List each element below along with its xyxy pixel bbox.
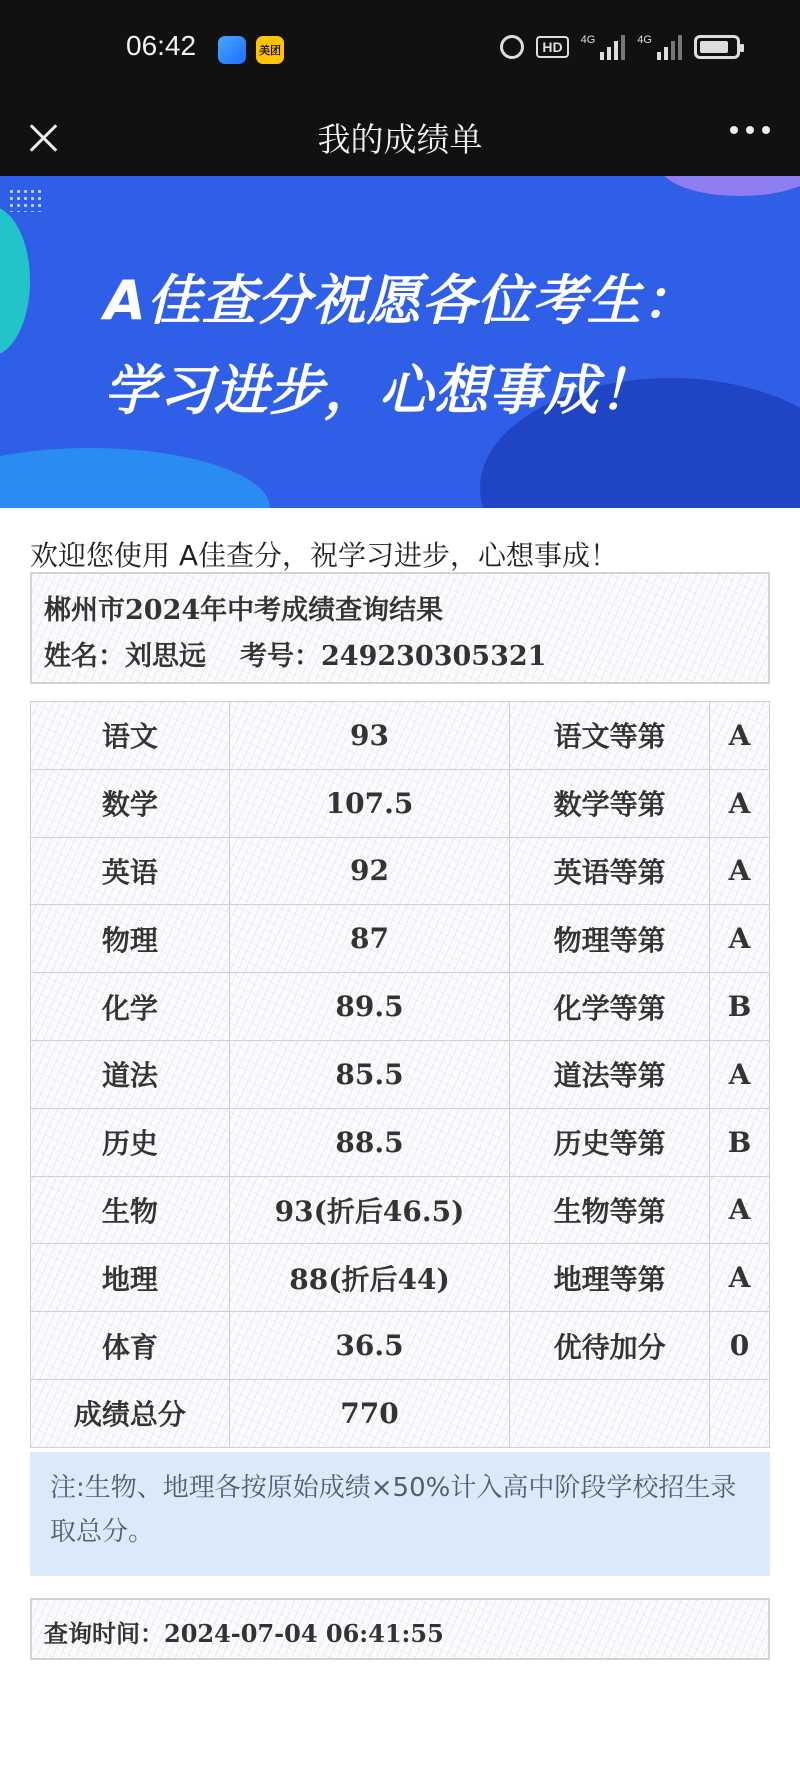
- status-bar: [0, 0, 800, 100]
- query-time-box: [30, 1598, 770, 1660]
- welcome-text: 欢迎您使用 A佳查分，祝学习进步，心想事成！: [30, 539, 619, 572]
- score-cell: 88(折后44): [229, 1244, 510, 1312]
- grade-label-cell: 生物等第: [510, 1176, 710, 1244]
- query-time: [44, 1614, 444, 1649]
- table-row: [31, 1108, 770, 1176]
- subject-cell: 道法: [31, 1040, 230, 1108]
- score-cell: 770: [229, 1379, 510, 1447]
- banner-image: [0, 176, 800, 508]
- subject-cell: 生物: [31, 1176, 230, 1244]
- grade-label-cell: 化学等第: [510, 973, 710, 1041]
- grade-label-cell: 物理等第: [510, 905, 710, 973]
- grade-cell: A: [710, 1244, 770, 1312]
- score-table: [30, 701, 770, 1448]
- grade-label-cell: 优待加分: [510, 1312, 710, 1380]
- table-row: [31, 973, 770, 1041]
- score-cell: 88.5: [229, 1108, 510, 1176]
- grade-cell: [710, 1379, 770, 1447]
- table-row: [31, 769, 770, 837]
- battery-icon: [694, 35, 740, 59]
- banner-line-2: 学习进步，心想事成！: [104, 359, 654, 422]
- table-row: [31, 1176, 770, 1244]
- table-row: [31, 1379, 770, 1447]
- page-title: 我的成绩单: [317, 120, 483, 159]
- signal-icon: [581, 34, 626, 60]
- table-row: [31, 837, 770, 905]
- network-type-label-2: 4G: [637, 34, 652, 46]
- result-header: [30, 572, 770, 684]
- more-options-icon[interactable]: [730, 126, 770, 134]
- network-type-label: 4G: [580, 34, 596, 46]
- score-cell: 93: [229, 702, 510, 770]
- grade-label-cell: 道法等第: [510, 1040, 710, 1108]
- table-row: [31, 1040, 770, 1108]
- score-cell: 36.5: [229, 1312, 510, 1380]
- banner-line-1: A佳查分祝愿各位考生：: [104, 269, 697, 332]
- table-row: [31, 1312, 770, 1380]
- table-row: [31, 702, 770, 770]
- meituan-notification-icon: 美团: [256, 36, 284, 64]
- app-notification-icon: [218, 36, 246, 64]
- table-row: [31, 1244, 770, 1312]
- subject-cell: 历史: [31, 1108, 230, 1176]
- score-cell: 92: [229, 837, 510, 905]
- grade-cell: A: [710, 702, 770, 770]
- student-info: [44, 634, 546, 673]
- grade-cell: A: [710, 1040, 770, 1108]
- subject-cell: 语文: [31, 702, 230, 770]
- signal-icon-2: [637, 34, 682, 60]
- grade-cell: B: [710, 973, 770, 1041]
- query-time-value: 2024-07-04 06:41:55: [164, 1619, 444, 1648]
- score-cell: 89.5: [229, 973, 510, 1041]
- score-cell: 107.5: [229, 769, 510, 837]
- name-label: 姓名：: [44, 641, 125, 672]
- score-cell: 87: [229, 905, 510, 973]
- score-cell: 93(折后46.5): [229, 1176, 510, 1244]
- dots-decoration-icon: [8, 188, 44, 212]
- grade-cell: A: [710, 1176, 770, 1244]
- subject-cell: 物理: [31, 905, 230, 973]
- grade-cell: A: [710, 905, 770, 973]
- subject-cell: 化学: [31, 973, 230, 1041]
- grade-cell: 0: [710, 1312, 770, 1380]
- table-row: [31, 905, 770, 973]
- exam-id: 249230305321: [321, 641, 547, 672]
- subject-cell: 体育: [31, 1312, 230, 1380]
- grade-label-cell: 英语等第: [510, 837, 710, 905]
- grade-cell: A: [710, 837, 770, 905]
- title-bar: [0, 100, 800, 176]
- subject-cell: 数学: [31, 769, 230, 837]
- hd-voice-icon: HD: [536, 36, 568, 58]
- grade-cell: B: [710, 1108, 770, 1176]
- subject-cell: 英语: [31, 837, 230, 905]
- status-indicators: [500, 34, 740, 60]
- note-text: 注:生物、地理各按原始成绩×50%计入高中阶段学校招生录取总分。: [30, 1452, 770, 1576]
- query-time-label: 查询时间：: [44, 1619, 164, 1648]
- alarm-icon: [500, 35, 524, 59]
- grade-cell: A: [710, 769, 770, 837]
- status-time: 06:42: [126, 30, 197, 61]
- result-title: 郴州市2024年中考成绩查询结果: [44, 595, 444, 626]
- grade-label-cell: 语文等第: [510, 702, 710, 770]
- subject-cell: 成绩总分: [31, 1379, 230, 1447]
- subject-cell: 地理: [31, 1244, 230, 1312]
- exam-id-label: 考号：: [240, 641, 321, 672]
- student-name: 刘思远: [125, 641, 206, 672]
- grade-label-cell: [510, 1379, 710, 1447]
- grade-label-cell: 地理等第: [510, 1244, 710, 1312]
- grade-label-cell: 数学等第: [510, 769, 710, 837]
- score-cell: 85.5: [229, 1040, 510, 1108]
- grade-label-cell: 历史等第: [510, 1108, 710, 1176]
